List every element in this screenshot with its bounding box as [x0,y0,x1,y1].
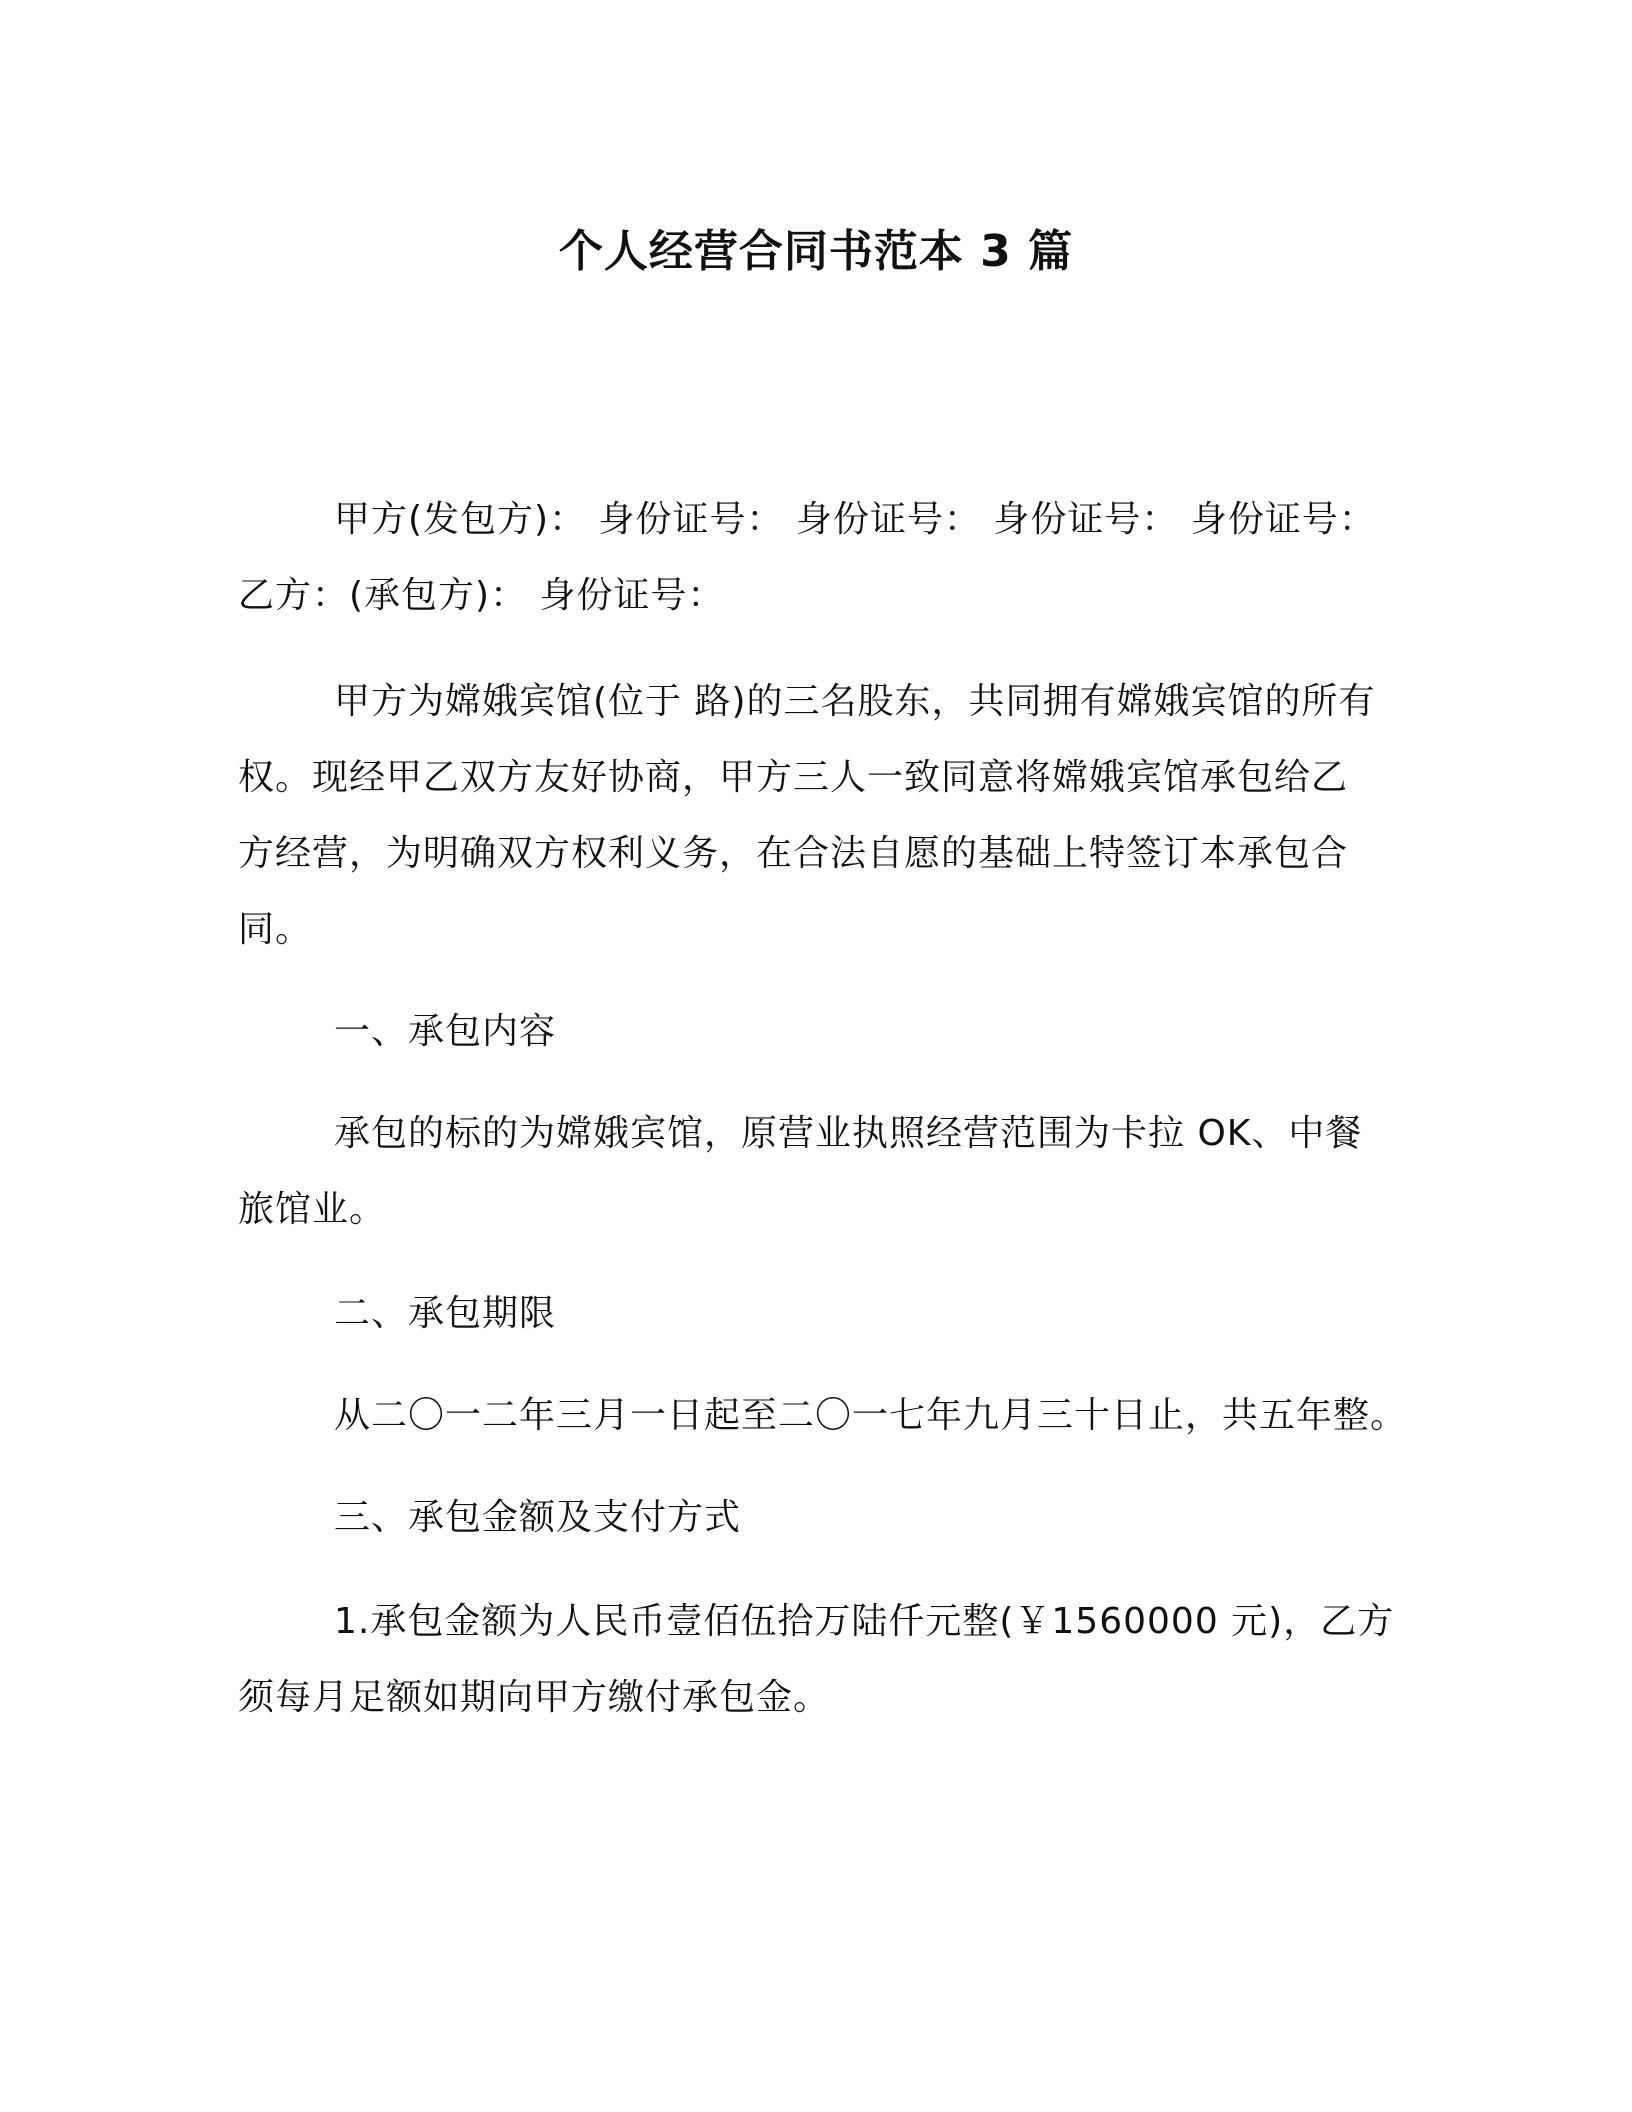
document-title: 个人经营合同书范本 3 篇 [558,226,1074,277]
section-2-line-1: 从二〇一二年三月一日起至二〇一七年九月三十日止，共五年整。 [334,1395,1408,1436]
section-1-line-1: 承包的标的为嫦娥宾馆，原营业执照经营范围为卡拉 OK、中餐 [334,1113,1363,1154]
section-heading-3: 三、承包金额及支付方式 [334,1497,742,1538]
party-a-line: 甲方(发包方)： 身份证号： 身份证号： 身份证号： 身份证号： [334,499,1376,540]
section-heading-1: 一、承包内容 [334,1011,557,1052]
preamble-line-1: 甲方为嫦娥宾馆(位于 路)的三名股东，共同拥有嫦娥宾馆的所有 [334,681,1376,722]
party-b-line: 乙方：(承包方)： 身份证号： [238,575,725,616]
section-3-line-1: 1.承包金额为人民币壹佰伍拾万陆仟元整(￥1560000 元)，乙方 [334,1601,1395,1642]
section-1-line-2: 旅馆业。 [238,1189,387,1230]
section-heading-2: 二、承包期限 [334,1293,557,1334]
preamble-line-3: 方经营，为明确双方权利义务，在合法自愿的基础上特签订本承包合 [238,833,1349,874]
preamble-line-2: 权。现经甲乙双方友好协商，甲方三人一致同意将嫦娥宾馆承包给乙 [238,757,1349,798]
preamble-line-4: 同。 [238,909,313,950]
section-3-line-2: 须每月足额如期向甲方缴付承包金。 [238,1677,831,1718]
